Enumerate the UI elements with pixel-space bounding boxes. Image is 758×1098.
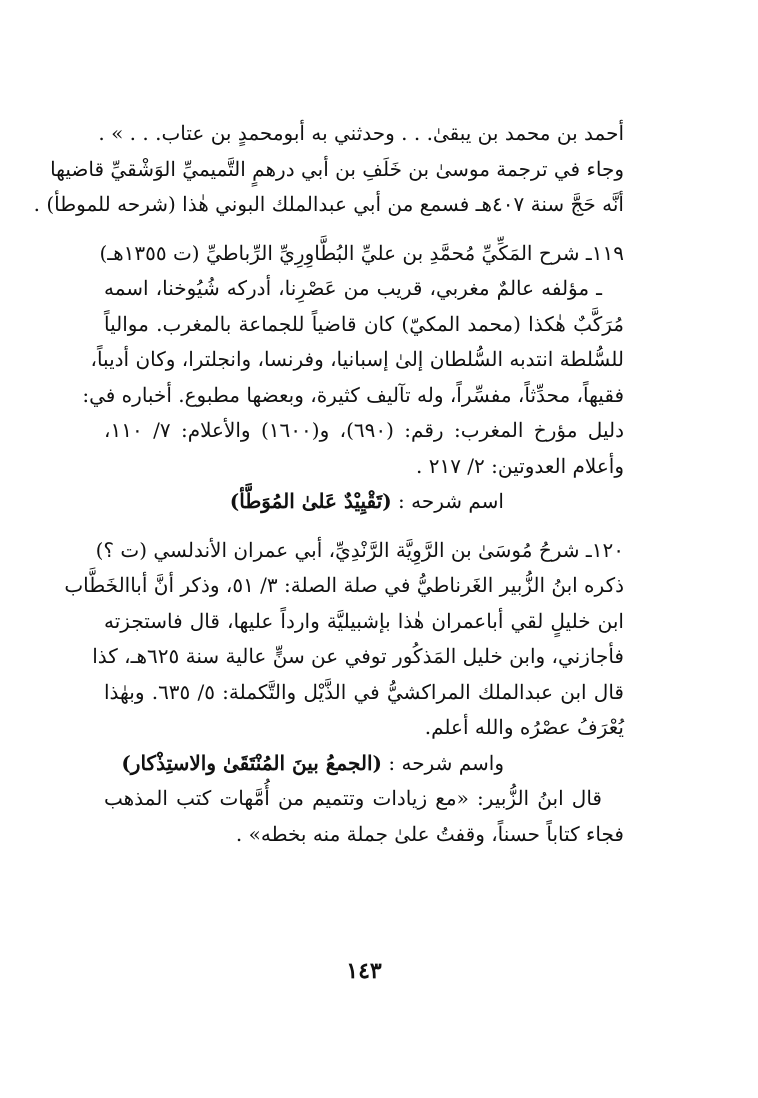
text-line: ذكره ابنُ الزُّبير الغَرناطيُّ في صلة الصلة: ٣/ ٥١، وذكر أنَّ أباالخَطَّاب: [64, 573, 624, 597]
entry-heading: ١٢٠ـ شرحُ مُوسَىٰ بن الرَّوِيَّة الرَّنْدِيِّ، أبي عمران الأندلسي (ت ؟): [95, 537, 624, 562]
commentary-title: [104, 746, 624, 782]
page-number: ١٤٣: [346, 958, 382, 984]
text-line: وجاء في ترجمة موسىٰ بن خَلَفِ بن أبي درهمٍ التَّميميِّ الوَشْقيِّ قاضيها: [50, 156, 624, 181]
commentary-name: (تَقْيِيْدٌ عَلىٰ المُوَطَّأ): [229, 489, 392, 513]
commentary-name: (الجمعُ بينَ المُنْتَقَىٰ والاستِذْكار): [121, 750, 383, 775]
text-line: أنَّه حَجَّ سنة ٤٠٧هـ فسمع من أبي عبدالملك البوني هٰذا (شرحه للموطأ) .: [33, 192, 624, 216]
entry-119: [82, 236, 624, 520]
text-line: وأعلام العدوتين: ٢/ ٢١٧ .: [415, 453, 624, 478]
text-line: مُرَكَّبٌ هٰكذا (محمد المكيّ) كان قاضياً للجماعة بالمغرب. موالياً: [104, 311, 624, 336]
book-page: [33, 116, 624, 1066]
commentary-title: [104, 484, 624, 520]
intro-paragraph: [33, 116, 624, 223]
text-line: ـ مؤلفه عالمٌ مغربي، قريب من عَصْرِنا، أدركه شُيُوخنا، اسمه: [104, 276, 602, 300]
commentary-label: اسم شرحه :: [398, 489, 504, 513]
quote-line: قال ابنُ الزُّبير: «مع زيادات وتتميم من أُمَّهات كتب المذهب: [104, 786, 602, 810]
text-line: ابن خليلٍ لقي أباعمران هٰذا بإشبيليَّة وارداً عليها، قال فاستجزته: [104, 608, 624, 633]
entry-120: [64, 533, 624, 853]
commentary-label: واسم شرحه :: [388, 750, 504, 775]
text-line: قال ابن عبدالملك المراكشيُّ في الذَّيْل والتَّكملة: ٥/ ٦٣٥. وبهٰذا: [104, 679, 624, 704]
text-line: دليل مؤرخ المغرب: رقم: (٦٩٠)، و(١٦٠٠) والأعلام: ٧/ ١١٠،: [104, 418, 624, 442]
text-line: أحمد بن محمد بن يبقىٰ. . . وحدثني به أبومحمدٍ بن عتاب. . . » .: [98, 121, 624, 145]
entry-heading: ١١٩ـ شرح المَكِّيِّ مُحمَّدِ بن عليِّ البُطَّاوِرِيِّ الرِّباطيِّ (ت ١٣٥٥هـ): [99, 240, 624, 265]
text-line: للسُّلطة انتدبه السُّلطان إلىٰ إسبانيا، وفرنسا، وانجلترا، وكان أديباً،: [90, 347, 624, 371]
text-line: يُعْرَفُ عصْرُه والله أعلم.: [424, 715, 624, 739]
text-line: فأجازني، وابن خليل المَذكُور توفي عن سنٍّ عالية سنة ٦٢٥هـ، كذا: [92, 644, 624, 668]
text-line: فقيهاً، محدِّثاً، مفسِّراً، وله تآليف كثيرة، وبعضها مطبوع. أخباره في:: [82, 382, 624, 407]
quote-line: فجاء كتاباً حسناً، وقفتُ علىٰ جملة منه بخطه» .: [235, 821, 624, 846]
